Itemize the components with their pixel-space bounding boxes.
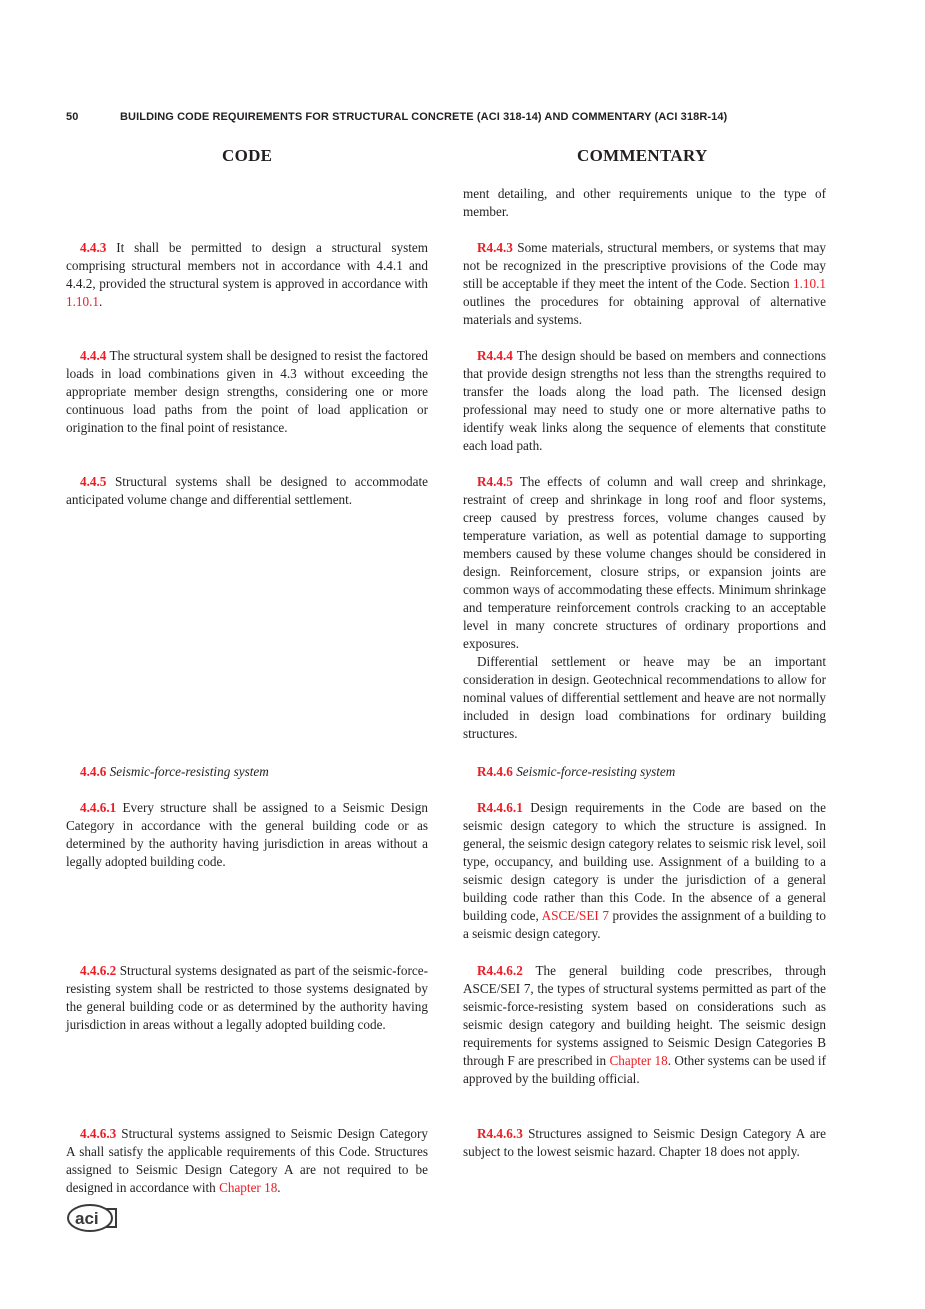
aci-logo-icon [66, 1203, 118, 1233]
code-section-4-4-5 [66, 473, 428, 509]
section-label: R4.4.5 [477, 474, 513, 489]
running-header [66, 111, 727, 123]
commentary-section-r4-4-3 [463, 239, 826, 329]
section-text-end: provides the assignment of a building to a seismic design category. [463, 908, 826, 941]
section-label: 4.4.6.2 [80, 963, 117, 978]
section-label: 4.4.3 [80, 240, 107, 255]
code-section-4-4-6-2 [66, 962, 428, 1034]
section-text: The effects of column and wall creep and shrinkage, restraint of creep and shrinkage in long roof and floor systems, creep caused by prestress forces, volume changes caused by temperature variation, as well as potential damage to supporting members caused by these volume changes should be considered in design. Reinforcement, closure strips, or expansion joints are common ways of accommodating these effects. Minimum shrinkage and temperature reinforcement controls cracking to an acceptable level in many concrete structures of ordinary proportions and exposures. [463, 474, 826, 651]
section-text: It shall be permitted to design a structural system comprising structural members not in accordance with 4.4.1 and 4.4.2, provided the structural system is approved in accordance with [66, 240, 428, 291]
commentary-continued [463, 185, 826, 221]
section-text: The general building code prescribes, through ASCE/SEI 7, the types of structural systems permitted as part of the seismic-force-resisting system based on considerations such as seismic design category and building height. The seismic design requirements for systems assigned to Seismic Design Categories B through F are prescribed in [463, 963, 826, 1068]
continued-text: ment detailing, and other requirements unique to the type of member. [463, 186, 826, 219]
section-label: 4.4.6.3 [80, 1126, 117, 1141]
commentary-section-r4-4-6 [463, 763, 826, 781]
cross-reference-link[interactable]: ASCE/SEI 7 [541, 908, 609, 923]
section-label: R4.4.4 [477, 348, 513, 363]
section-paragraph-2: Differential settlement or heave may be an important consideration in design. Geotechnical recommendations to allow for nominal values of differential settlement and heave are not normally included in design load combinations for ordinary building structures. [463, 654, 826, 741]
section-text: Structural systems assigned to Seismic Design Category A shall satisfy the applicable requirements of this Code. Structures assigned to Seismic Design Category A are not required to be designed in accordance with [66, 1126, 428, 1195]
section-text: The structural system shall be designed to resist the factored loads in load combinations given in 4.3 without exceeding the appropriate member design strengths, considering one or more continuous load paths from the point of load application or origination to the final point of resistance. [66, 348, 428, 435]
commentary-column-heading: COMMENTARY [577, 146, 708, 165]
cross-reference-link[interactable]: Chapter 18 [219, 1180, 278, 1195]
code-column-heading: CODE [222, 146, 273, 165]
commentary-section-r4-4-6-2 [463, 962, 826, 1088]
section-label: R4.4.6.1 [477, 800, 523, 815]
section-label: R4.4.6 [477, 764, 513, 779]
commentary-section-r4-4-6-3 [463, 1125, 826, 1161]
section-text: Structures assigned to Seismic Design Category A are subject to the lowest seismic hazard. Chapter 18 does not apply. [463, 1126, 826, 1159]
cross-reference-link[interactable]: 1.10.1 [66, 294, 99, 309]
section-title: Seismic-force-resisting system [516, 764, 676, 779]
section-text: Structural systems designated as part of the seismic-force-resisting system shall be restricted to those systems designated by the general building code or as determined by the authority having jurisdiction in areas without a legally adopted building code. [66, 963, 428, 1032]
section-text: Design requirements in the Code are based on the seismic design category to which the structure is assigned. In general, the seismic design category relates to seismic risk level, soil type, occupancy, and building use. Assignment of a building to a seismic design category is under the jurisdiction of a general building code rather than this Code. In the absence of a general building code, [463, 800, 826, 923]
section-label: R4.4.6.3 [477, 1126, 523, 1141]
section-text-end: . [277, 1180, 281, 1195]
commentary-section-r4-4-6-1 [463, 799, 826, 943]
section-text: The design should be based on members and connections that provide design strengths not less than the strengths required to transfer the loads along the load path. The licensed design professional may need to study one or more alternative paths to identify weak links along the sequence of elements that constitute each load path. [463, 348, 826, 453]
code-section-4-4-3 [66, 239, 428, 311]
section-label: 4.4.4 [80, 348, 107, 363]
section-text-end: . [98, 294, 103, 309]
section-title: Seismic-force-resisting system [109, 764, 269, 779]
code-section-4-4-6 [66, 763, 428, 781]
section-text: Every structure shall be assigned to a Seismic Design Category in accordance with the general building code or as determined by the authority having jurisdiction in areas without a legally adopted building code. [66, 800, 428, 869]
commentary-section-r4-4-5 [463, 473, 826, 743]
section-text: Structural systems shall be designed to accommodate anticipated volume change and differential settlement. [66, 474, 428, 507]
aci-logo [66, 1203, 118, 1238]
section-text-end: . Other systems can be used if approved by the building official. [463, 1053, 826, 1086]
section-label: 4.4.6.1 [80, 800, 117, 815]
section-label: 4.4.6 [80, 764, 107, 779]
code-section-4-4-4 [66, 347, 428, 437]
commentary-section-r4-4-4 [463, 347, 826, 455]
code-section-4-4-6-3 [66, 1125, 428, 1197]
running-title: BUILDING CODE REQUIREMENTS FOR STRUCTURAL CONCRETE (ACI 318-14) AND COMMENTARY (ACI 318R-14) [120, 111, 728, 123]
section-label: R4.4.6.2 [477, 963, 523, 978]
section-text-end: outlines the procedures for obtaining approval of alternative materials and systems. [463, 294, 826, 327]
page-number: 50 [66, 111, 79, 123]
section-text: Some materials, structural members, or systems that may not be recognized in the prescriptive provisions of the Code may still be acceptable if they meet the intent of the Code. Section [463, 240, 826, 291]
cross-reference-link[interactable]: 1.10.1 [793, 276, 826, 291]
cross-reference-link[interactable]: Chapter 18 [609, 1053, 668, 1068]
section-label: R4.4.3 [477, 240, 513, 255]
section-label: 4.4.5 [80, 474, 107, 489]
logo-text: aci [75, 1209, 99, 1228]
code-section-4-4-6-1 [66, 799, 428, 871]
